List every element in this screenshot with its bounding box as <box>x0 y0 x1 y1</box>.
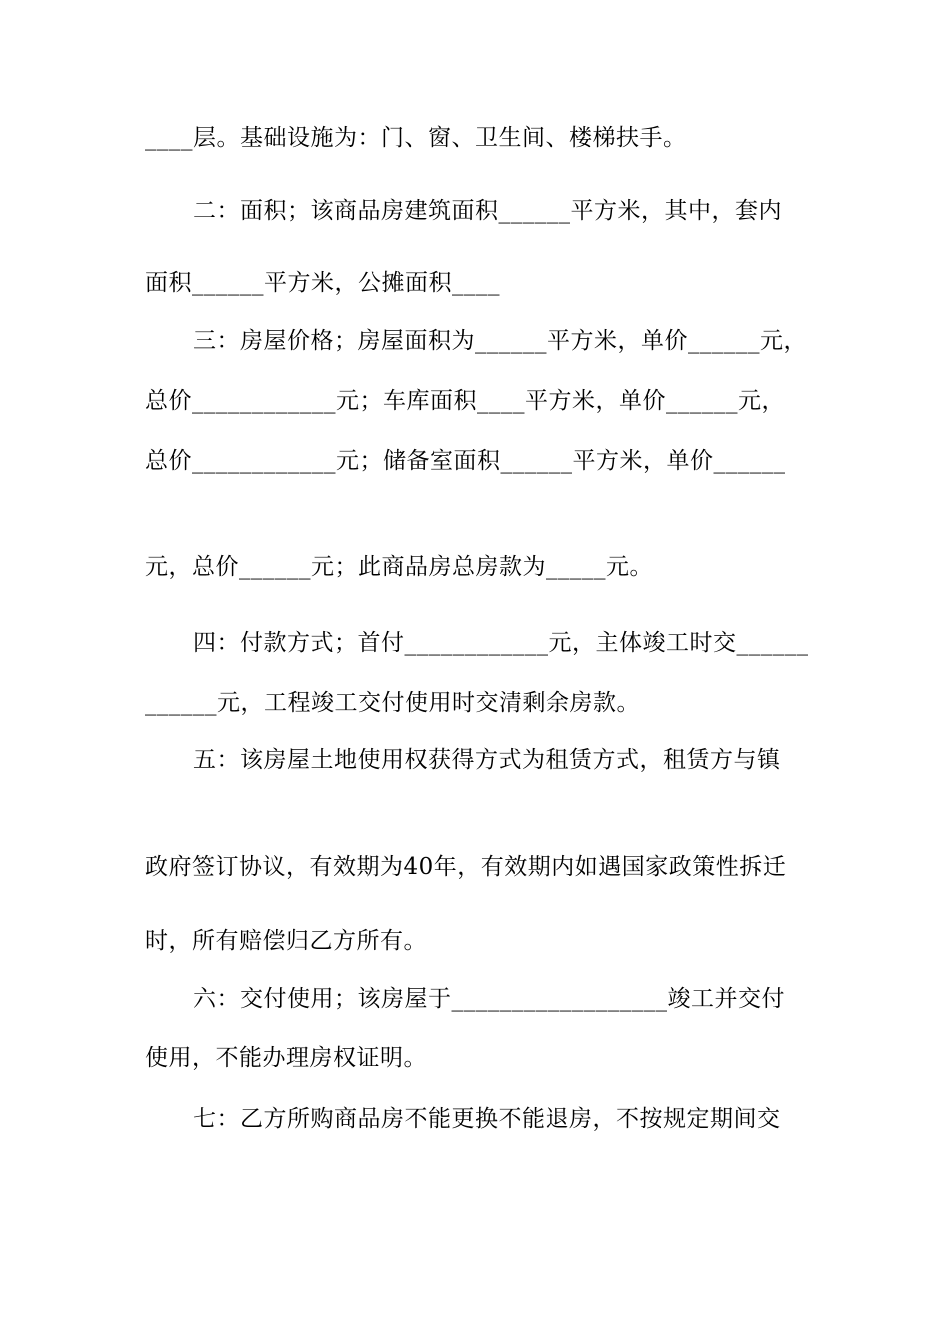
text-line-compensation: 时，所有赔偿归乙方所有。 <box>145 928 427 954</box>
text-line-ownership-note: 使用，不能办理房权证明。 <box>145 1045 427 1071</box>
text-line-total-price: 元，总价______元；此商品房总房款为_____元。 <box>145 554 653 580</box>
text-line-payment-detail: ______元，工程竣工交付使用时交清剩余房款。 <box>145 690 640 716</box>
text-line-price-clause: 三：房屋价格；房屋面积为______平方米，单价______元， <box>193 328 807 354</box>
text-line-garage-price: 总价____________元；车库面积____平方米，单价______元， <box>145 388 785 414</box>
text-line-delivery-clause: 六：交付使用；该房屋于__________________竣工并交付 <box>193 986 785 1012</box>
text-line-return-clause: 七：乙方所购商品房不能更换不能退房，不按规定期间交 <box>193 1106 781 1132</box>
text-line-agreement-term: 政府签订协议，有效期为40年，有效期内如遇国家政策性拆迁 <box>145 854 787 880</box>
text-line-payment-clause: 四：付款方式；首付____________元，主体竣工时交______ <box>193 630 809 656</box>
text-line-storage-price: 总价____________元；储备室面积______平方米，单价______ <box>145 448 786 474</box>
text-line-floor-facilities: ____层。基础设施为：门、窗、卫生间、楼梯扶手。 <box>145 125 687 151</box>
text-line-area-clause: 二：面积；该商品房建筑面积______平方米，其中，套内 <box>193 198 782 224</box>
text-line-area-detail: 面积______平方米，公摊面积____ <box>145 270 500 296</box>
text-line-land-use-clause: 五：该房屋土地使用权获得方式为租赁方式，租赁方与镇 <box>193 747 781 773</box>
